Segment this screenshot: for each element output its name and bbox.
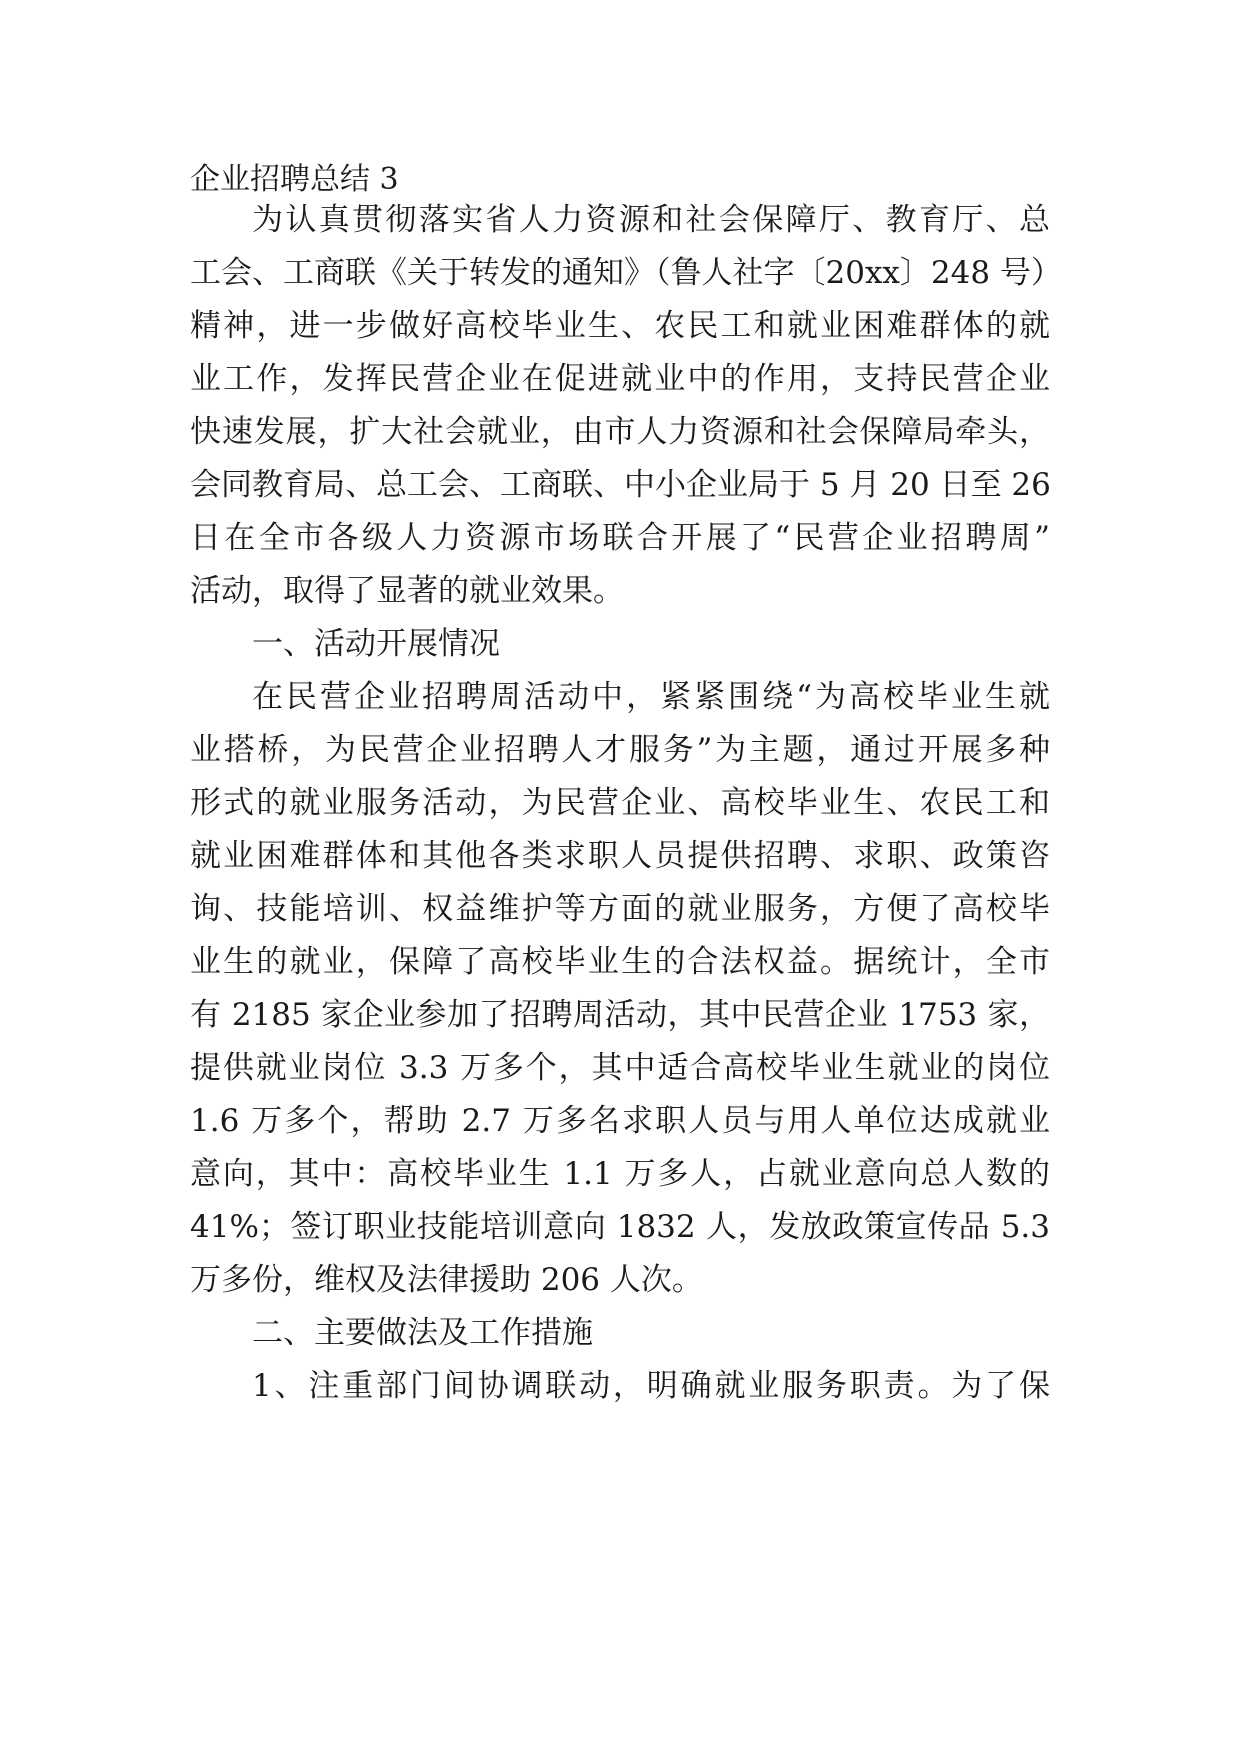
paragraph-1-line-6: 会同教育局、总工会、工商联、中小企业局于 5 月 20 日至 26 (190, 467, 1051, 503)
paragraph-2-line-11: 41%；签订职业技能培训意向 1832 人，发放政策宣传品 5.3 (190, 1209, 1050, 1245)
section-heading-1: 一、活动开展情况 (252, 626, 500, 662)
paragraph-1-line-5: 快速发展，扩大社会就业，由市人力资源和社会保障局牵头， (190, 414, 1050, 450)
paragraph-2-line-8: 提供就业岗位 3.3 万多个，其中适合高校毕业生就业的岗位 (190, 1050, 1050, 1086)
document-title: 企业招聘总结 3 (190, 162, 399, 197)
paragraph-3-line-1: 1、注重部门间协调联动，明确就业服务职责。为了保 (252, 1368, 1050, 1404)
paragraph-1-line-1: 为认真贯彻落实省人力资源和社会保障厅、教育厅、总 (252, 202, 1050, 238)
section-heading-2: 二、主要做法及工作措施 (252, 1315, 593, 1351)
paragraph-1-line-4: 业工作，发挥民营企业在促进就业中的作用，支持民营企业 (190, 361, 1050, 397)
paragraph-1-line-2: 工会、工商联《关于转发的通知》（鲁人社字〔20xx〕248 号） (190, 255, 1062, 291)
paragraph-2-line-12: 万多份，维权及法律援助 206 人次。 (190, 1262, 703, 1298)
paragraph-1-line-7: 日在全市各级人力资源市场联合开展了“民营企业招聘周” (190, 520, 1050, 556)
paragraph-2-line-2: 业搭桥，为民营企业招聘人才服务”为主题，通过开展多种 (190, 732, 1050, 768)
paragraph-2-line-9: 1.6 万多个，帮助 2.7 万多名求职人员与用人单位达成就业 (190, 1103, 1050, 1139)
paragraph-2-line-10: 意向，其中：高校毕业生 1.1 万多人，占就业意向总人数的 (190, 1156, 1050, 1192)
paragraph-1-line-8: 活动，取得了显著的就业效果。 (190, 573, 624, 609)
paragraph-2-line-5: 询、技能培训、权益维护等方面的就业服务，方便了高校毕 (190, 891, 1050, 927)
paragraph-2-line-6: 业生的就业，保障了高校毕业生的合法权益。据统计，全市 (190, 944, 1050, 980)
paragraph-1-line-3: 精神，进一步做好高校毕业生、农民工和就业困难群体的就 (190, 308, 1050, 344)
paragraph-2-line-4: 就业困难群体和其他各类求职人员提供招聘、求职、政策咨 (190, 838, 1050, 874)
paragraph-2-line-1: 在民营企业招聘周活动中，紧紧围绕“为高校毕业生就 (252, 679, 1050, 715)
paragraph-2-line-3: 形式的就业服务活动，为民营企业、高校毕业生、农民工和 (190, 785, 1050, 821)
paragraph-2-line-7: 有 2185 家企业参加了招聘周活动，其中民营企业 1753 家， (190, 997, 1050, 1033)
